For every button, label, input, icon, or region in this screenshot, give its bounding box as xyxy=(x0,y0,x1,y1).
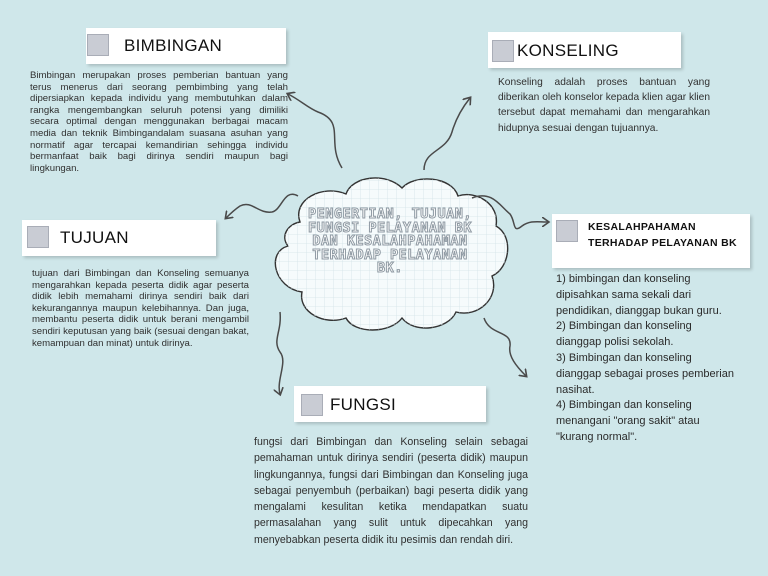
arrow-to-tujuan xyxy=(226,194,298,218)
bimbingan-title: BIMBINGAN xyxy=(124,36,223,55)
arrow-to-kesalahpahaman-lower xyxy=(484,318,526,376)
konseling-node xyxy=(488,32,681,68)
bimbingan-square-icon xyxy=(87,34,109,56)
kesalahpahaman-title: KESALAHPAHAMAN TERHADAP PELAYANAN BK xyxy=(588,221,737,249)
kesalahpahaman-list xyxy=(556,272,736,446)
konseling-text: Konseling adalah proses bantuan yang diberikan oleh konselor kepada klien agar klien tersebut dapat memahami dan mengarahkan hidupnya sesuai dengan tujuannya. xyxy=(498,77,710,134)
arrow-to-konseling xyxy=(424,98,470,170)
konseling-title: KONSELING xyxy=(517,41,619,60)
center-title: PENGERTIAN, TUJUAN, FUNGSI PELAYANAN BK DAN KESALAHPAHAMAN TERHADAP PELAYANAN BK. xyxy=(308,206,472,277)
kesalahpahaman-item: 2) Bimbingan dan konseling dianggap polisi sekolah. xyxy=(556,320,692,349)
tujuan-node xyxy=(22,220,216,256)
arrow-to-bimbingan xyxy=(288,94,342,168)
kesalahpahaman-item: 4) Bimbingan dan konseling menangani "orang sakit" atau "kurang normal". xyxy=(556,399,700,443)
konseling-square-icon xyxy=(492,40,514,62)
fungsi-title: FUNGSI xyxy=(330,395,397,414)
bimbingan-node xyxy=(86,28,286,64)
fungsi-text: fungsi dari Bimbingan dan Konseling selain sebagai pemahaman untuk dirinya sendiri (peserta didik) maupun lingkungannya, fungsi dari Bimbingan dan Konseling juga sebagai penyembuh (perbaikan) bagi peserta didik yang mengalami kesulitan ketika mendapatkan suatu permasalahan yang sulit untuk dipecahkan yang menyebabkan peserta didik itu pesimis dan rendah diri. xyxy=(254,436,528,546)
kesalahpahaman-square-icon xyxy=(556,220,578,242)
kesalahpahaman-item: 3) Bimbingan dan konseling dianggap sebagai proses pemberian nasihat. xyxy=(556,351,734,396)
arrow-to-fungsi xyxy=(277,312,283,394)
tujuan-title: TUJUAN xyxy=(60,228,129,247)
fungsi-square-icon xyxy=(301,394,323,416)
bimbingan-text: Bimbingan merupakan proses pemberian bantuan yang terus menerus dari seorang pembimbing yang telah dipersiapkan kepada individu yang membutuhkan dalam rangka mengembangkan seluruh potensi yang dimiliki secara optimal dengan menggunakan berbagai macam media dan teknik Bimbingandalam suasana asuhan yang normatif agar tercapai kemandirian sehingga individu bermanfaat baik bagi dirinya sendiri maupun bagi lingkungan. xyxy=(30,70,288,174)
kesalahpahaman-node xyxy=(552,214,750,268)
kesalahpahaman-item: 1) bimbingan dan konseling dipisahkan sama sekali dari pendidikan, dianggap bukan guru. xyxy=(556,273,722,317)
fungsi-node xyxy=(294,386,486,422)
tujuan-square-icon xyxy=(27,226,49,248)
tujuan-text: tujuan dari Bimbingan dan Konseling semuanya mengarahkan kepada peserta didik agar peserta didik lebih memahami dirinya sendiri baik dari kekurangannya maupun kelebihannya. Dan juga, membantu peserta didik untuk berani mengambil sendiri keputusan yang baik (sesuai dengan bakat, kemampuan dan minat) untuk dirinya. xyxy=(32,268,249,349)
